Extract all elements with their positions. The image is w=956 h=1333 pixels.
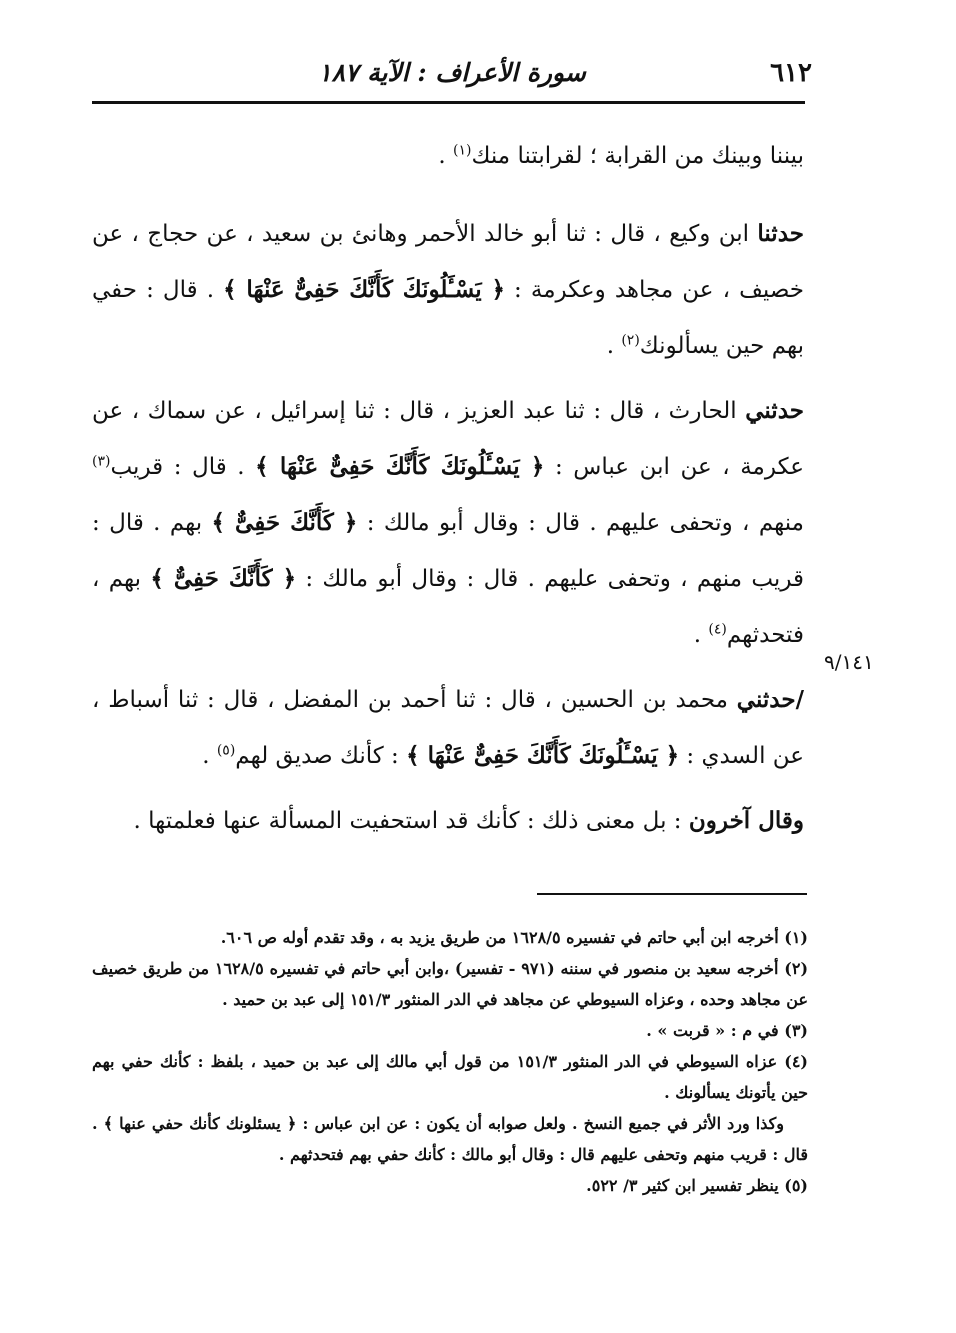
paragraph-end: . xyxy=(606,333,622,359)
main-text xyxy=(92,128,804,858)
footnote: (١) أخرجه ابن أبي حاتم في تفسيره ١٦٢٨/٥ من طريق يزيد به ، وقد تقدم أوله ص ٦٠٦. xyxy=(220,928,808,947)
paragraph-4 xyxy=(92,672,804,784)
running-title: سورة الأعراف : الآية ١٨٧ xyxy=(318,58,586,87)
paragraph-end: . xyxy=(202,743,217,769)
section-lead: وقال آخرون xyxy=(688,807,804,834)
page-number: ٦١٢ xyxy=(770,58,812,88)
footnote-ref: (٥) xyxy=(216,742,236,759)
isnad-lead: حدثنا xyxy=(757,220,804,247)
footnote: (٢) أخرجه سعيد بن منصور في سننه (٩٧١ - تفسير) ،وابن أبي حاتم في تفسيره ١٦٢٨/٥ من طريق خصيف عن مجاهد وحده ، وعزاه السيوطي عن مجاهد في الدر المنثور ١٥١/٣ إلى عبد بن حميد . xyxy=(92,959,809,1009)
paragraph-text: منهم ، وتحفى عليهم . قال : وقال أبو مالك : xyxy=(357,510,804,536)
paragraph-text: : كأنك صديق لهم xyxy=(235,743,407,769)
quran-quote: ﴿ يَسْـَٔلُونَكَ كَأَنَّكَ حَفِىٌّ عَنْهَا ﴾ xyxy=(223,276,505,303)
paragraph-text: الحارث ، قال : ثنا عبد العزيز ، قال : ثنا إسرائيل ، عن سماك ، عن عكرمة ، عن ابن عباس : xyxy=(92,398,804,480)
paragraph-text: بهم . قال : قريب منهم ، وتحفى عليهم . قال : وقال أبو مالك : xyxy=(92,510,805,592)
page-header xyxy=(92,52,812,96)
footnote: (٣) في م : « قربت » . xyxy=(646,1021,808,1040)
quran-quote: ﴿ يَسْـَٔلُونَكَ كَأَنَّكَ حَفِىٌّ عَنْهَا ﴾ xyxy=(255,453,545,480)
paragraph-text: بهم ، فتحدثهم xyxy=(92,566,804,648)
isnad-lead: حدثني xyxy=(745,397,804,424)
footnotes xyxy=(92,922,808,1201)
footnote: (٤) عزاه السيوطي في الدر المنثور ١٥١/٣ من قول أبي مالك إلى عبد بن حميد ، بلفظ : كأنك حفي بهم حين يأتونك يسألونك . xyxy=(92,1052,808,1102)
footnote-continuation: وكذا ورد الأثر في جميع النسخ . ولعل صوابه أن يكون : عن ابن عباس : ﴿ يسئلونك كأنك حفي عنها ﴾ . قال : قريب منهم وتحفى عليهم قال : وقال أبو مالك : كأنك حفي بهم فتحدثهم . xyxy=(92,1114,808,1164)
quran-quote: ﴿ كَأَنَّكَ حَفِىٌّ ﴾ xyxy=(150,565,297,592)
footnote-ref: (٢) xyxy=(621,332,640,349)
paragraph-end: . xyxy=(438,143,454,169)
paragraph-text: ابن وكيع ، قال : ثنا أبو خالد الأحمر وهانئ بن سعيد ، عن حجاج ، عن خصيف ، عن مجاهد وعكرمة : xyxy=(92,221,805,303)
footnote-ref: (١) xyxy=(453,142,472,159)
paragraph-text: . قال : حفي بهم حين يسألونك xyxy=(92,277,804,359)
isnad-lead: /حدثني xyxy=(736,686,804,713)
paragraph-5 xyxy=(92,793,804,849)
paragraph-text: . قال : قريب xyxy=(110,454,256,480)
quran-quote: ﴿ كَأَنَّكَ حَفِىٌّ ﴾ xyxy=(211,509,358,536)
paragraph-1 xyxy=(92,128,804,184)
paragraph-2 xyxy=(92,206,804,374)
footnote-rule xyxy=(537,893,807,895)
footnote-ref: (٤) xyxy=(708,621,727,638)
footnote: (٥) ينظر تفسير ابن كثير ٣/ ٥٢٢. xyxy=(586,1176,808,1195)
header-rule xyxy=(92,101,805,104)
paragraph-text: : بل معنى ذلك : كأنك قد استحفيت المسألة عنها فعلمتها . xyxy=(133,808,689,834)
paragraph-text: محمد بن الحسين ، قال : ثنا أحمد بن المفضل ، قال : ثنا أسباط ، عن السدي : xyxy=(92,687,804,769)
paragraph-end: . xyxy=(693,622,709,648)
paragraph-text: بيننا وبينك من القرابة ؛ لقرابتنا منك xyxy=(471,143,804,169)
paragraph-3 xyxy=(92,383,804,663)
footnote-ref: (٣) xyxy=(92,453,111,470)
quran-quote: ﴿ يَسْـَٔلُونَكَ كَأَنَّكَ حَفِىٌّ عَنْهَا ﴾ xyxy=(406,742,680,769)
margin-reference: ٩/١٤١ xyxy=(824,650,874,674)
